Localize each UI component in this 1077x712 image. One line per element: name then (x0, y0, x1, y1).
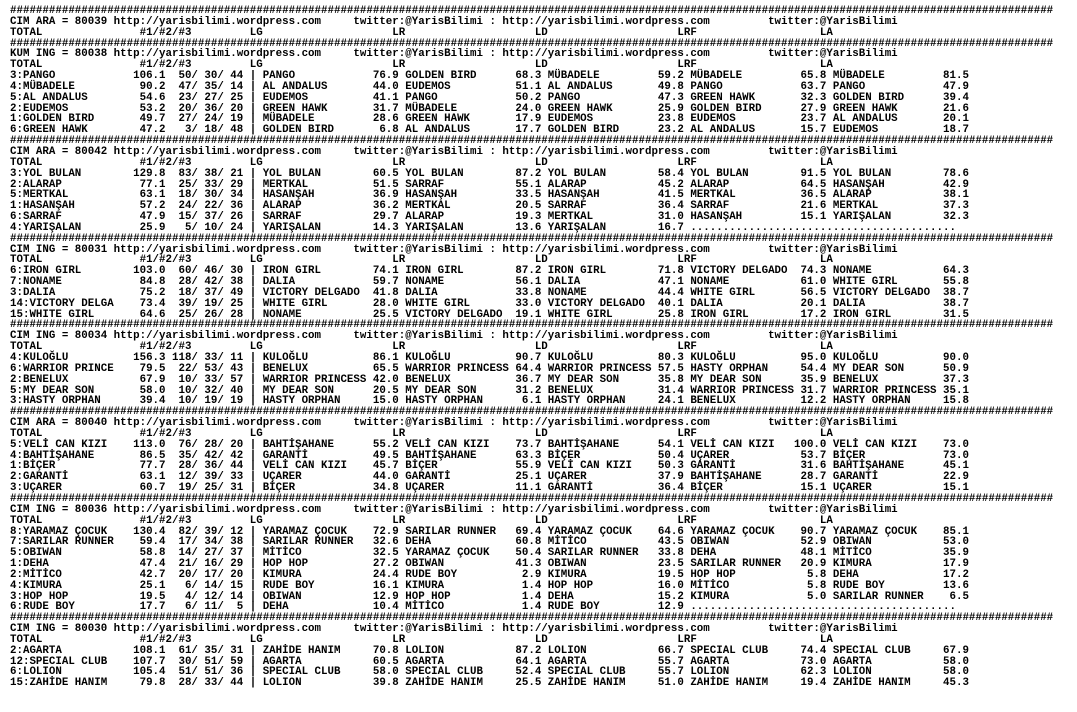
column-header: TOTAL #1/#2/#3 LG LR LD LRF LA (10, 254, 833, 267)
table-row: 3:HOP HOP 19.5 4/ 12/ 14 | OBIWAN 12.9 HOP HOP 1.4 DEHA 15.2 KIMURA 5.0 SARILAR RUNNER 6.5 (10, 590, 969, 603)
table-row: 5:MERTKAL 63.1 18/ 30/ 34 | HASANŞAH 36.9 HASANŞAH 33.5 HASANŞAH 41.5 MERTKAL 36.5 ALARAP 38.1 (10, 189, 969, 202)
table-row: 7:NONAME 84.8 28/ 42/ 38 | DALIA 59.7 NONAME 56.1 DALIA 47.1 NONAME 61.0 WHITE GIRL 55.8 (10, 276, 969, 289)
table-row: 6:WARRIOR PRINCE 79.5 22/ 53/ 43 | BENELUX 65.5 WARRIOR PRINCESS 64.4 WARRIOR PRINCESS 57.5 HASTY ORPHAN 54.4 MY DEAR SON 50.9 (10, 362, 969, 375)
race-header: CIM ARA = 80042 http://yarisbilimi.wordpress.com twitter:@YarisBilimi : http://yarisbilimi.wordpress.com twitter:@YarisBilimi (10, 145, 898, 158)
race-header: CIM ARA = 80040 http://yarisbilimi.wordpress.com twitter:@YarisBilimi : http://yarisbilimi.wordpress.com twitter:@YarisBilimi (10, 417, 898, 430)
table-row: 6:GREEN HAWK 47.2 3/ 18/ 48 | GOLDEN BIRD 6.8 AL ANDALUS 17.7 GOLDEN BIRD 23.2 AL ANDALUS 15.7 EUDEMOS 18.7 (10, 124, 969, 137)
table-row: 2:ALARAP 77.1 25/ 33/ 29 | MERTKAL 51.5 SARRAF 55.1 ALARAP 45.2 ALARAP 64.5 HASANŞAH 42.9 (10, 178, 969, 191)
table-row: 2:BENELUX 67.9 10/ 33/ 57 | WARRIOR PRINCESS 42.0 BENELUX 36.7 MY DEAR SON 35.8 MY DEAR SON 35.9 BENELUX 37.3 (10, 373, 969, 386)
separator-line: ################################################################################################################################################################# (10, 492, 1054, 505)
table-row: 1:HASANŞAH 57.2 24/ 22/ 36 | ALARAP 36.2 MERTKAL 20.5 SARRAF 36.4 SARRAF 21.6 MERTKAL 37.3 (10, 200, 969, 213)
table-row: 6:RUDE BOY 17.7 6/ 11/ 5 | DEHA 10.4 MİTİCO 1.4 RUDE BOY 12.9 ......................................... (10, 601, 956, 614)
table-row: 2:MİTİCO 42.7 20/ 17/ 20 | KIMURA 24.4 RUDE BOY 2.9 KIMURA 19.5 HOP HOP 5.8 DEHA 17.2 (10, 568, 969, 581)
table-row: 8:YARAMAZ ÇOCUK 130.4 82/ 39/ 12 | YARAMAZ ÇOCUK 72.9 SARILAR RUNNER 69.4 YARAMAZ ÇOCUK 64.6 YARAMAZ ÇOCUK 90.7 YARAMAZ ÇOCUK 85.1 (10, 525, 969, 538)
separator-line: ################################################################################################################################################################# (10, 232, 1054, 245)
table-row: 15:ZAHİDE HANIM 79.8 28/ 33/ 44 | LOLION 39.8 ZAHİDE HANIM 25.5 ZAHİDE HANIM 51.0 ZAHİDE HANIM 19.4 ZAHİDE HANIM 45.3 (10, 677, 969, 690)
separator-line: ################################################################################################################################################################# (10, 37, 1054, 50)
table-row: 3:UÇARER 60.7 19/ 25/ 31 | BİÇER 34.8 UÇARER 11.1 GARANTİ 36.4 BİÇER 15.1 UÇARER 15.1 (10, 482, 969, 495)
table-row: 12:SPECIAL CLUB 107.7 30/ 51/ 59 | AGARTA 60.5 AGARTA 64.1 AGARTA 55.7 AGARTA 73.0 AGARTA 58.0 (10, 655, 969, 668)
table-row: 4:BAHTİŞAHANE 86.5 35/ 42/ 42 | GARANTİ 49.5 BAHTİŞAHANE 63.3 BİÇER 50.4 UÇARER 53.7 BİÇER 73.0 (10, 449, 969, 462)
table-row: 1:DEHA 47.4 21/ 16/ 29 | HOP HOP 27.2 OBIWAN 41.3 OBIWAN 23.5 SARILAR RUNNER 20.9 KIMURA 17.9 (10, 558, 969, 571)
column-header: TOTAL #1/#2/#3 LG LR LD LRF LA (10, 26, 833, 39)
race-header: CIM ING = 80031 http://yarisbilimi.wordpress.com twitter:@YarisBilimi : http://yarisbilimi.wordpress.com twitter:@YarisBilimi (10, 243, 898, 256)
table-row: 4:KULOĞLU 156.3 118/ 33/ 11 | KULOĞLU 86.1 KULOĞLU 90.7 KULOĞLU 80.3 KULOĞLU 95.0 KULOĞLU 90.0 (10, 352, 969, 364)
separator-line: ################################################################################################################################################################# (10, 406, 1054, 419)
race-header: CIM ING = 80034 http://yarisbilimi.wordpress.com twitter:@YarisBilimi : http://yarisbilimi.wordpress.com twitter:@YarisBilimi (10, 330, 898, 343)
race-header: KUM ING = 80038 http://yarisbilimi.wordpress.com twitter:@YarisBilimi : http://yarisbilimi.wordpress.com twitter:@YarisBilimi (10, 48, 898, 61)
table-row: 1:BİÇER 77.7 28/ 36/ 44 | VELİ CAN KIZI 45.7 BİÇER 55.9 VELİ CAN KIZI 50.3 GARANTİ 31.6 BAHTİŞAHANE 45.1 (10, 460, 969, 473)
separator-line: ################################################################################################################################################################# (10, 612, 1054, 625)
table-row: 7:SARILAR RUNNER 59.4 17/ 34/ 38 | SARILAR RUNNER 32.6 DEHA 60.8 MİTİCO 43.5 OBIWAN 52.9 OBIWAN 53.0 (10, 536, 969, 549)
table-row: 4:KIMURA 25.1 6/ 14/ 15 | RUDE BOY 16.1 KIMURA 1.4 HOP HOP 16.0 MİTİCO 5.8 RUDE BOY 13.6 (10, 579, 969, 592)
table-row: 5:AL ANDALUS 54.6 23/ 27/ 25 | EUDEMOS 41.1 PANGO 50.2 PANGO 47.3 GREEN HAWK 32.3 GOLDEN BIRD 39.4 (10, 91, 969, 104)
table-row: 3:YOL BULAN 129.8 83/ 38/ 21 | YOL BULAN 60.5 YOL BULAN 87.2 YOL BULAN 58.4 YOL BULAN 91.5 YOL BULAN 78.6 (10, 167, 969, 180)
separator-line: ################################################################################################################################################################# (10, 319, 1054, 332)
column-header: TOTAL #1/#2/#3 LG LR LD LRF LA (10, 514, 833, 527)
column-header: TOTAL #1/#2/#3 LG LR LD LRF LA (10, 427, 833, 440)
column-header: TOTAL #1/#2/#3 LG LR LD LRF LA (10, 633, 833, 646)
table-row: 15:WHITE GIRL 64.6 25/ 26/ 28 | NONAME 25.5 VICTORY DELGADO 19.1 WHITE GIRL 25.8 IRON GIRL 17.2 IRON GIRL 31.5 (10, 308, 969, 321)
table-row: 3:HASTY ORPHAN 39.4 10/ 19/ 19 | HASTY ORPHAN 15.0 HASTY ORPHAN 6.1 HASTY ORPHAN 24.1 BENELUX 12.2 HASTY ORPHAN 15.8 (10, 395, 969, 408)
column-header: TOTAL #1/#2/#3 LG LR LD LRF LA (10, 59, 833, 72)
column-header: TOTAL #1/#2/#3 LG LR LD LRF LA (10, 156, 833, 169)
separator-line: ################################################################################################################################################################# (10, 5, 1054, 17)
race-header: CIM ING = 80036 http://yarisbilimi.wordpress.com twitter:@YarisBilimi : http://yarisbilimi.wordpress.com twitter:@YarisBilimi (10, 503, 898, 516)
race-header: CIM ARA = 80039 http://yarisbilimi.wordpress.com twitter:@YarisBilimi : http://yarisbilimi.wordpress.com twitter:@YarisBilimi (10, 15, 898, 28)
table-row: 4:MÜBADELE 90.2 47/ 35/ 14 | AL ANDALUS 44.0 EUDEMOS 51.1 AL ANDALUS 49.8 PANGO 63.7 PANGO 47.9 (10, 80, 969, 93)
table-row: 6:SARRAF 47.9 15/ 37/ 26 | SARRAF 29.7 ALARAP 19.3 MERTKAL 31.0 HASANŞAH 15.1 YARIŞALAN 32.3 (10, 211, 969, 224)
table-row: 2:EUDEMOS 53.2 20/ 36/ 20 | GREEN HAWK 31.7 MÜBADELE 24.0 GREEN HAWK 25.9 GOLDEN BIRD 27.9 GREEN HAWK 21.6 (10, 102, 969, 115)
table-row: 6:LOLION 105.4 51/ 51/ 36 | SPECIAL CLUB 58.0 SPECIAL CLUB 52.4 SPECIAL CLUB 55.7 LOLION 62.3 LOLION 58.0 (10, 666, 969, 679)
table-row: 5:OBIWAN 58.8 14/ 27/ 37 | MİTİCO 32.5 YARAMAZ ÇOCUK 50.4 SARILAR RUNNER 33.8 DEHA 48.1 MİTİCO 35.9 (10, 547, 969, 560)
table-row: 2:GARANTİ 63.1 12/ 39/ 33 | UÇARER 44.0 GARANTİ 25.1 UÇARER 37.9 BAHTİŞAHANE 28.7 GARANTİ 22.9 (10, 471, 969, 484)
table-row: 5:MY DEAR SON 58.0 10/ 32/ 40 | MY DEAR SON 20.5 MY DEAR SON 31.2 BENELUX 31.4 WARRIOR PRINCESS 31.7 WARRIOR PRINCESS 35.1 (10, 384, 969, 397)
table-row: 1:GOLDEN BIRD 49.7 27/ 24/ 19 | MÜBADELE 28.6 GREEN HAWK 17.9 EUDEMOS 23.8 EUDEMOS 23.7 AL ANDALUS 20.1 (10, 113, 969, 126)
table-row: 14:VICTORY DELGA 73.4 39/ 19/ 25 | WHITE GIRL 28.0 WHITE GIRL 33.0 VICTORY DELGADO 40.1 DALIA 20.1 DALIA 38.7 (10, 297, 969, 310)
table-row: 3:DALIA 75.2 18/ 37/ 49 | VICTORY DELGADO 41.8 DALIA 33.8 NONAME 44.4 WHITE GIRL 56.5 VICTORY DELGADO 38.7 (10, 286, 969, 299)
table-row: 2:AGARTA 108.1 61/ 35/ 31 | ZAHİDE HANIM 70.8 LOLION 87.2 LOLION 66.7 SPECIAL CLUB 74.4 SPECIAL CLUB 67.9 (10, 644, 969, 657)
separator-line: ################################################################################################################################################################# (10, 135, 1054, 148)
table-row: 3:PANGO 106.1 50/ 30/ 44 | PANGO 76.9 GOLDEN BIRD 68.3 MÜBADELE 59.2 MÜBADELE 65.8 MÜBADELE 81.5 (10, 70, 969, 83)
column-header: TOTAL #1/#2/#3 LG LR LD LRF LA (10, 341, 833, 354)
table-row: 5:VELİ CAN KIZI 113.0 76/ 28/ 20 | BAHTİŞAHANE 55.2 VELİ CAN KIZI 73.7 BAHTİŞAHANE 54.1 VELİ CAN KIZI 100.0 VELİ CAN KIZI 73.0 (10, 438, 969, 451)
table-row: 6:IRON GIRL 103.0 60/ 46/ 30 | IRON GIRL 74.1 IRON GIRL 87.2 IRON GIRL 71.8 VICTORY DELGADO 74.3 NONAME 64.3 (10, 265, 969, 278)
race-header: CIM ING = 80030 http://yarisbilimi.wordpress.com twitter:@YarisBilimi : http://yarisbilimi.wordpress.com twitter:@YarisBilimi (10, 623, 898, 636)
table-row: 4:YARIŞALAN 25.9 5/ 10/ 24 | YARIŞALAN 14.3 YARIŞALAN 13.6 YARIŞALAN 16.7 ......................................... (10, 221, 956, 234)
